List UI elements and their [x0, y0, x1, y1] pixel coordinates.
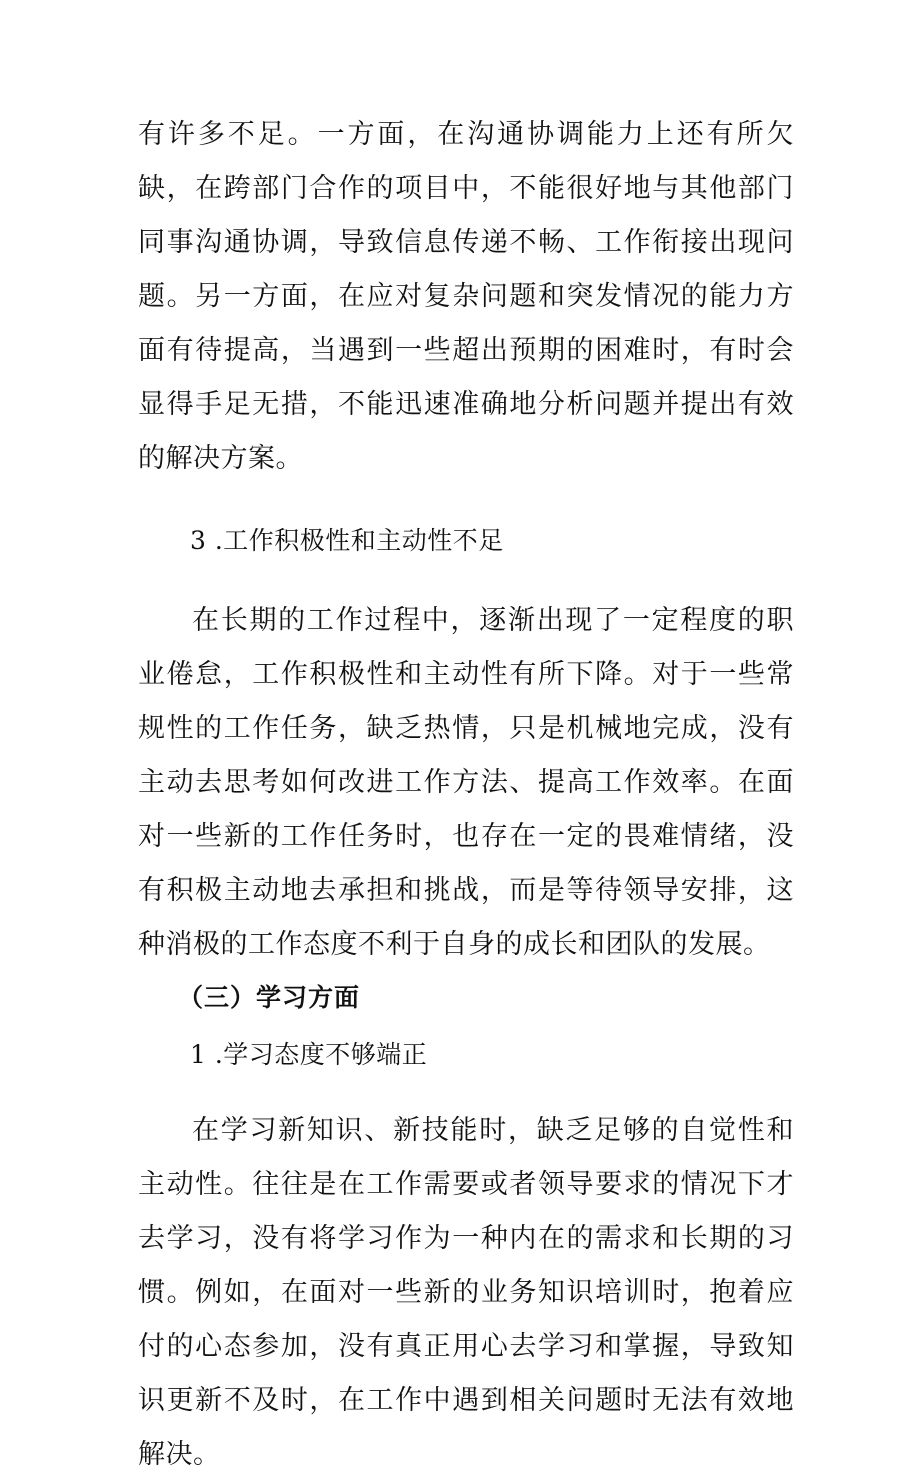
- body-paragraph-study-attitude: 在学习新知识、新技能时，缺乏足够的自觉性和主动性。往往是在工作需要或者领导要求的情况下才去学习，没有将学习作为一种内在的需求和长期的习惯。例如，在面对一些新的业务知识培训时，抱着应付的心态参加，没有真正用心去学习和掌握，导致知识更新不及时，在工作中遇到相关问题时无法有效地解决。: [138, 1115, 794, 1470]
- subheading-study-attitude: 1 .学习态度不够端正: [190, 1040, 428, 1069]
- subheading-work-initiative: 3 .工作积极性和主动性不足: [190, 526, 504, 555]
- spacer: [138, 1082, 794, 1104]
- document-page: [138, 108, 794, 1482]
- spacer: [138, 486, 794, 514]
- spacer: [138, 568, 794, 594]
- section-heading-study: （三）学习方面: [178, 983, 361, 1012]
- body-paragraph-work-initiative: 在长期的工作过程中，逐渐出现了一定程度的职业倦怠，工作积极性和主动性有所下降。对于一些常规性的工作任务，缺乏热情，只是机械地完成，没有主动去思考如何改进工作方法、提高工作效率。在面对一些新的工作任务时，也存在一定的畏难情绪，没有积极主动地去承担和挑战，而是等待领导安排，这种消极的工作态度不利于自身的成长和团队的发展。: [138, 605, 794, 960]
- body-paragraph-continuation: 有许多不足。一方面，在沟通协调能力上还有所欠缺，在跨部门合作的项目中，不能很好地与其他部门同事沟通协调，导致信息传递不畅、工作衔接出现问题。另一方面，在应对复杂问题和突发情况的能力方面有待提高，当遇到一些超出预期的困难时，有时会显得手足无措，不能迅速准确地分析问题并提出有效的解决方案。: [138, 119, 794, 474]
